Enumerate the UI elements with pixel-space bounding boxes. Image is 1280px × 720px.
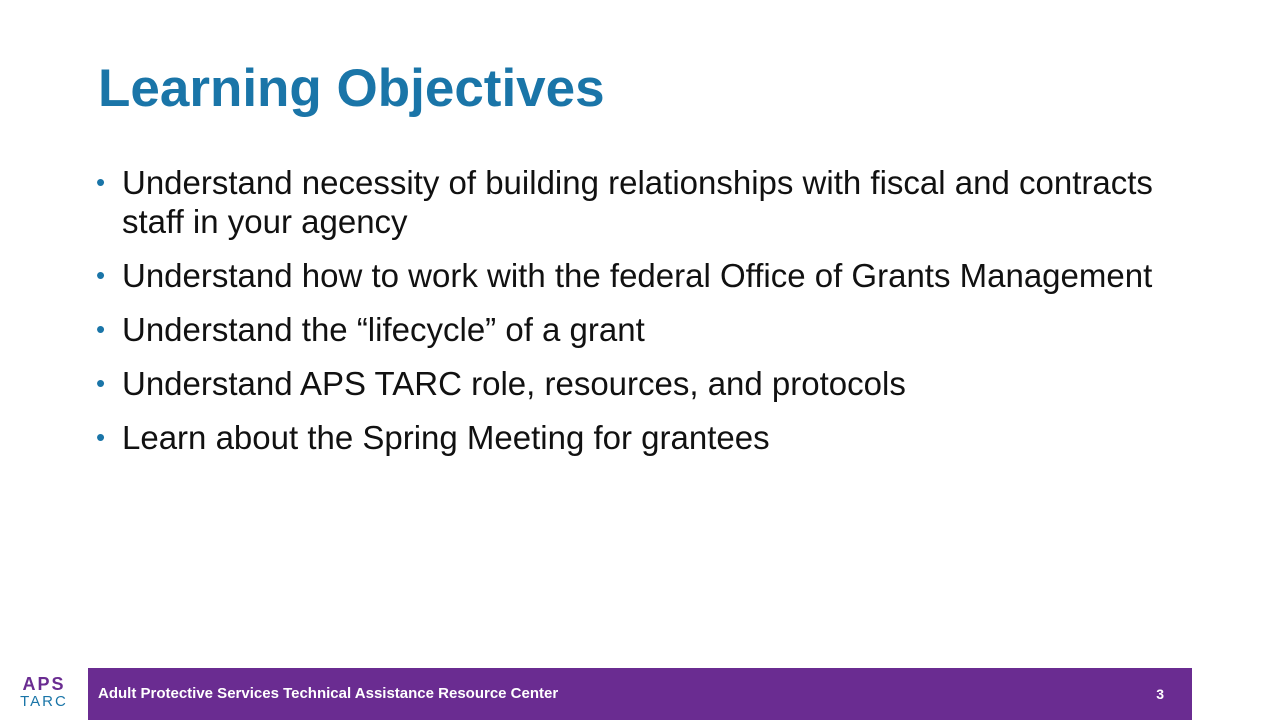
slide-footer: [0, 668, 1280, 720]
slide-title: Learning Objectives: [98, 59, 605, 118]
bullet-dot-icon: •: [96, 368, 106, 398]
bullet-dot-icon: •: [96, 314, 106, 344]
bullet-text: Understand necessity of building relationships with fiscal and contracts staff in your agency: [122, 164, 1153, 240]
bullet-text: Understand APS TARC role, resources, and protocols: [122, 365, 906, 402]
footer-organization-name: Adult Protective Services Technical Assistance Resource Center: [98, 685, 559, 702]
bullet-list: [96, 163, 1176, 472]
bullet-item: [96, 364, 1176, 403]
bullet-item: [96, 163, 1176, 241]
bullet-text: Understand how to work with the federal Office of Grants Management: [122, 257, 1153, 294]
logo-tarc-text: TARC: [20, 693, 68, 710]
bullet-item: [96, 418, 1176, 457]
bullet-dot-icon: •: [96, 260, 106, 290]
bullet-item: [96, 256, 1176, 295]
footer-bar: [88, 668, 1192, 720]
bullet-item: [96, 310, 1176, 349]
bullet-dot-icon: •: [96, 422, 106, 452]
aps-tarc-logo: [0, 668, 88, 720]
page-number: 3: [1156, 686, 1164, 702]
bullet-text: Understand the “lifecycle” of a grant: [122, 311, 645, 348]
bullet-dot-icon: •: [96, 167, 106, 197]
logo-aps-text: APS: [22, 674, 66, 694]
bullet-text: Learn about the Spring Meeting for grantees: [122, 419, 770, 456]
